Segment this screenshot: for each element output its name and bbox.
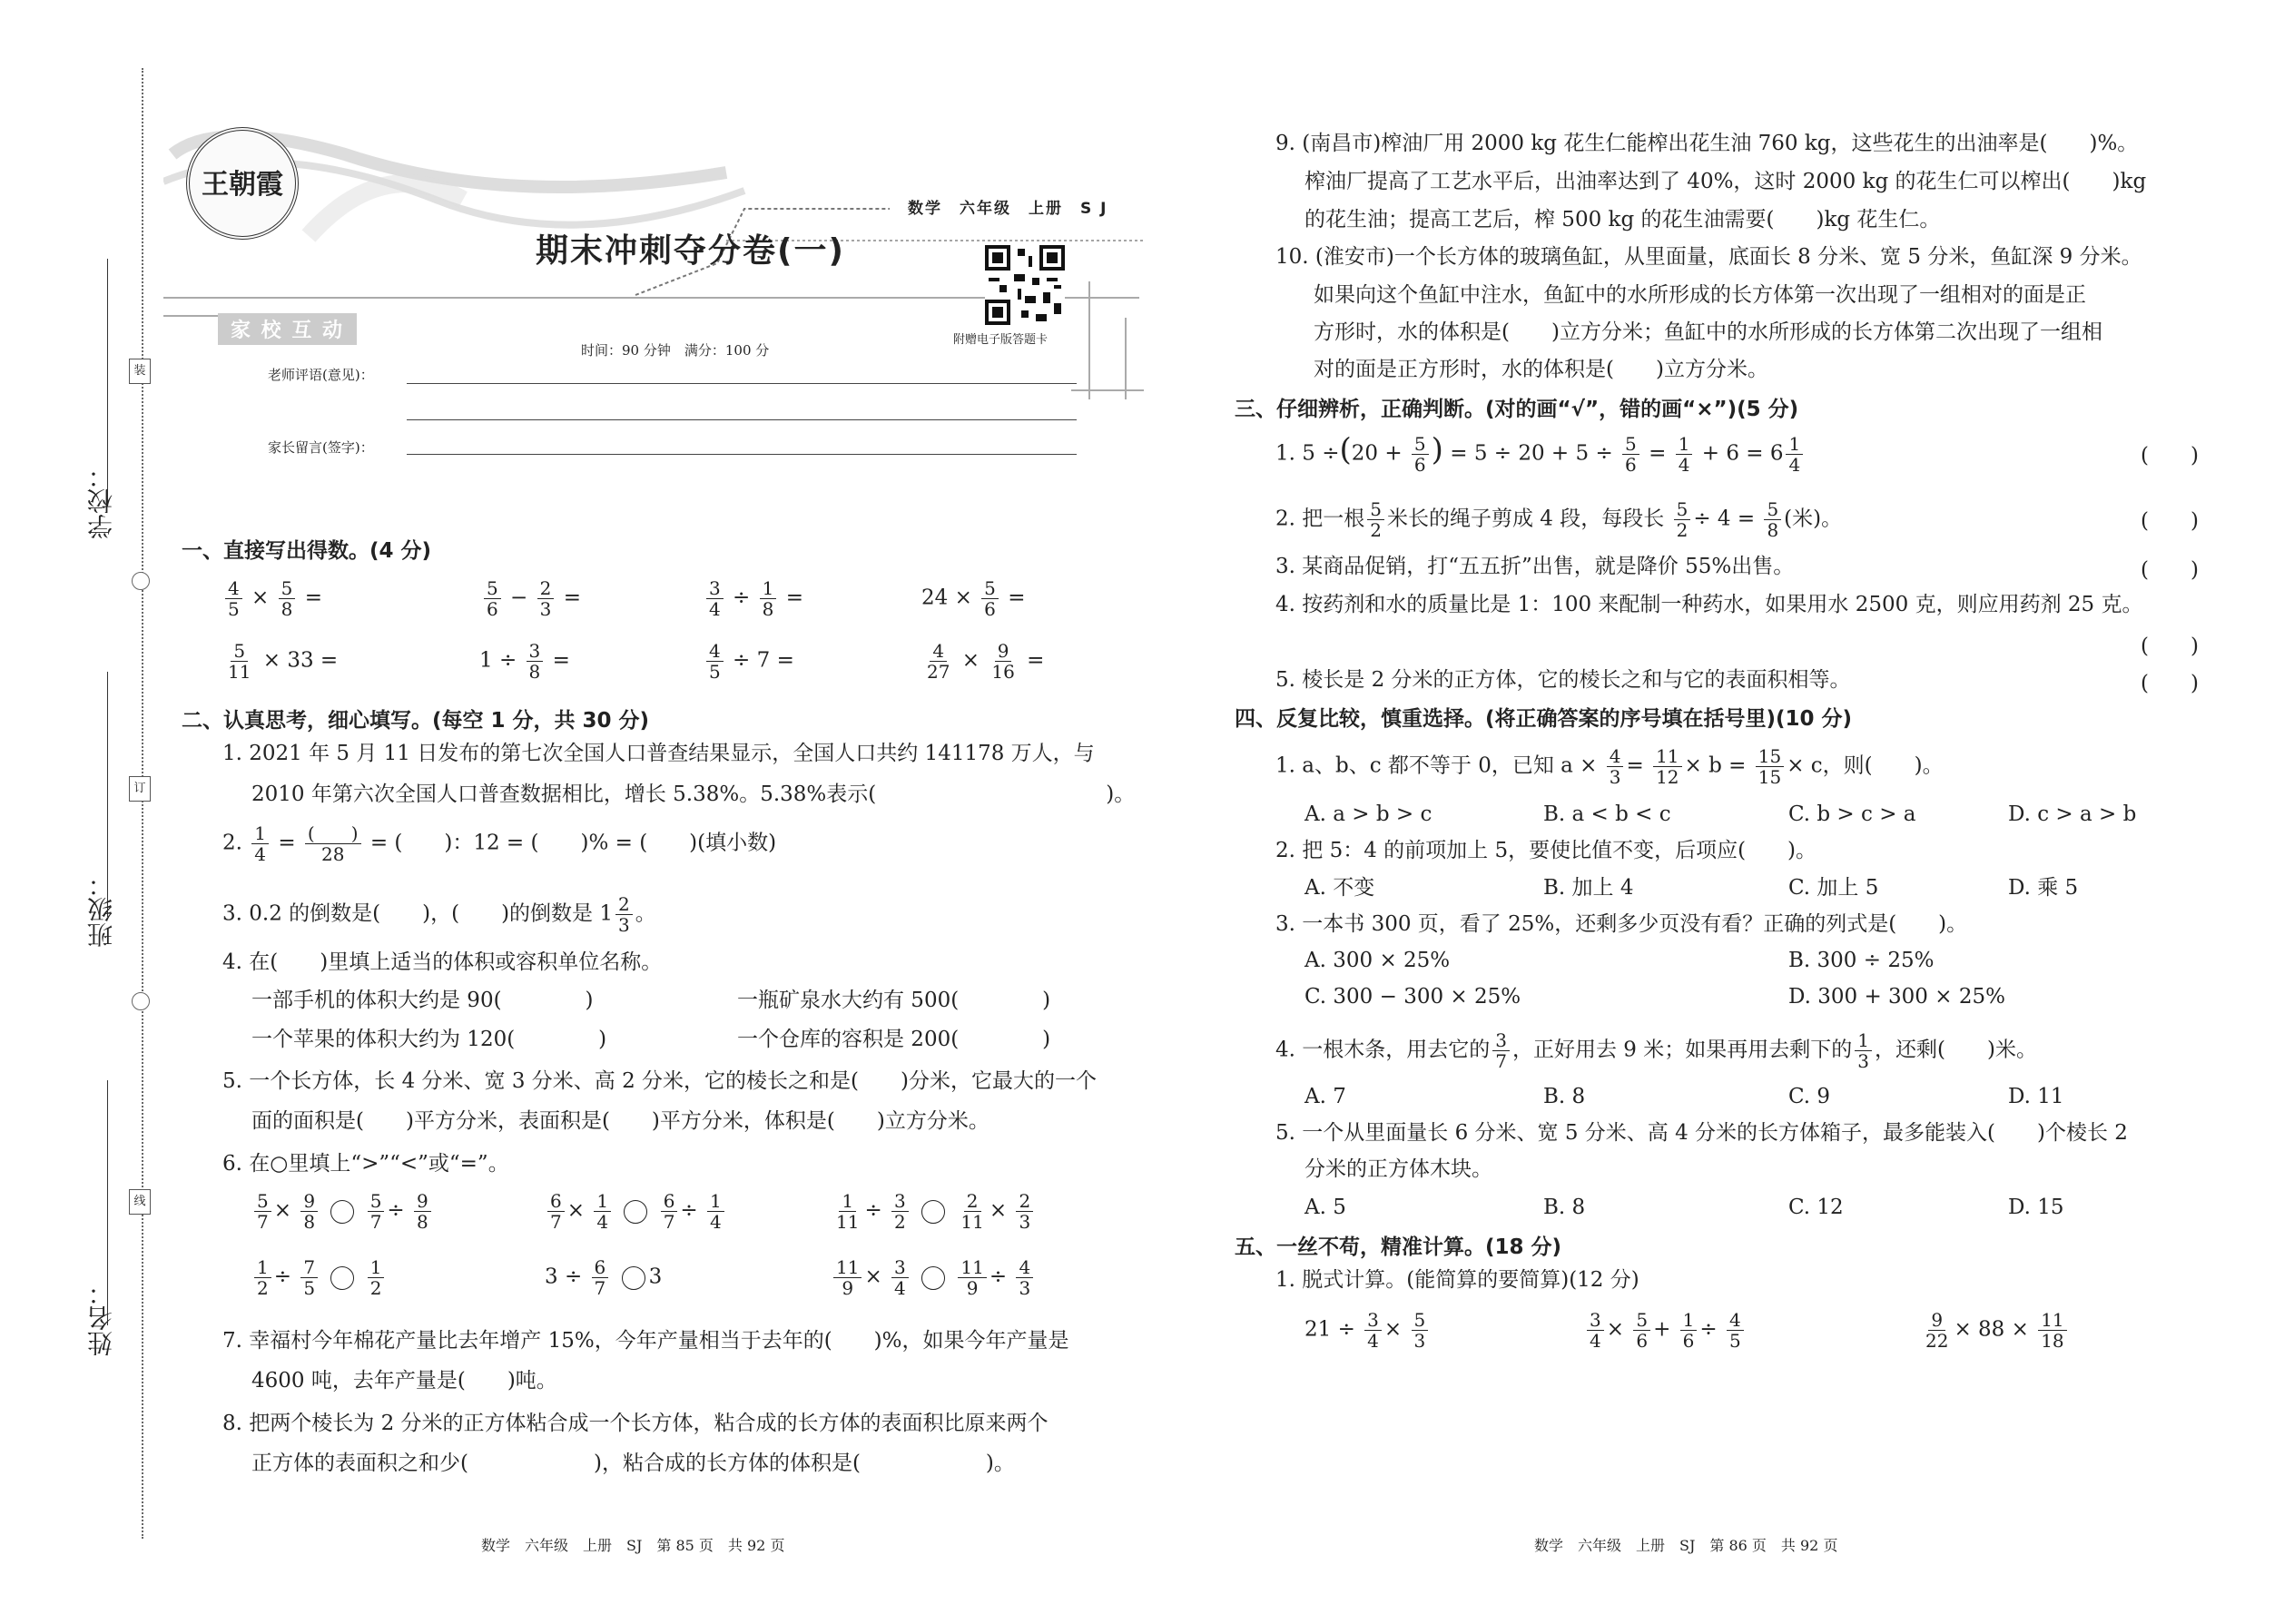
q4-b: 一瓶矿泉水大约有 500( ) (737, 989, 1051, 1012)
section-2-title: 二、认真思考，细心填写。(每空 1 分，共 30 分) (182, 709, 650, 733)
choice-2-option-c[interactable]: C. 加上 5 (1788, 876, 1879, 900)
choice-3-option-b[interactable]: B. 300 ÷ 25% (1788, 949, 1935, 972)
choice-5-option-d[interactable]: D. 15 (2008, 1196, 2064, 1219)
compare-circle[interactable] (330, 1266, 354, 1290)
q1-line-1: 1. 2021 年 5 月 11 日发布的第七次全国人口普查结果显示，全国人口共约 141178 万人，与 (222, 742, 1095, 765)
step-calc-3: $\frac{9}{22}$ × 88 × $\frac{11}{18}$ (1920, 1310, 2070, 1351)
calc-5: $\frac{5}{11}$ × 33 = (228, 640, 339, 683)
teacher-comment-label: 老师评语(意见)： (268, 367, 374, 383)
calc-2: $\frac{5}{6}$ − $\frac{2}{3}$ = (481, 578, 581, 619)
page-title: 期末冲刺夺分卷(一) (536, 232, 845, 270)
footer-right: 数学 六年级 上册 SJ 第 86 页 共 92 页 (1534, 1537, 1838, 1554)
compare-6: $\frac{11}{9}$ × $\frac{3}{4}$ $\frac{11}{9}$ ÷ $\frac{4}{3}$ (831, 1257, 1036, 1298)
q5-line-1: 5. 一个长方体，长 4 分米、宽 3 分米、高 2 分米，它的棱长之和是( )分米，它最大的一个 (222, 1069, 1097, 1093)
footer-left: 数学 六年级 上册 SJ 第 85 页 共 92 页 (481, 1537, 785, 1554)
choice-1-option-a[interactable]: A. a > b > c (1305, 802, 1433, 826)
step-calc-1: 21 ÷ $\frac{3}{4}$ × $\frac{5}{3}$ (1305, 1310, 1431, 1351)
choice-1-option-b[interactable]: B. a < b < c (1543, 802, 1671, 826)
compare-3: $\frac{1}{11}$ ÷ $\frac{3}{2}$ $\frac{2}{11}$ × $\frac{2}{3}$ (831, 1191, 1036, 1232)
qr-code[interactable] (985, 245, 1065, 325)
q10-line-3: 方形时，水的体积是( )立方分米；鱼缸中的水所形成的长方体第二次出现了一组相 (1314, 320, 2102, 344)
choice-4: 4. 一根木条，用去它的 $\frac{3}{7}$ ，正好用去 9 米；如果再用去剩下的 $\frac{1}{3}$ ，还剩( )米。 (1275, 1029, 2037, 1072)
class-label: 班级： (86, 871, 116, 948)
choice-5-option-b[interactable]: B. 8 (1543, 1196, 1586, 1219)
judge-4-answer[interactable]: ( ) (2141, 635, 2199, 658)
compare-2: $\frac{6}{7}$ × $\frac{1}{4}$ $\frac{6}{7}$ ÷ $\frac{1}{4}$ (545, 1191, 727, 1232)
q3: 3. 0.2 的倒数是( )，( )的倒数是 1 $\frac{2}{3}$ 。 (222, 893, 656, 936)
compare-circle[interactable] (624, 1200, 647, 1224)
binding-dotted-line (142, 68, 143, 1539)
judge-5-answer[interactable]: ( ) (2141, 672, 2199, 695)
judge-3-answer[interactable]: ( ) (2141, 558, 2199, 582)
calc-3: $\frac{3}{4}$ ÷ $\frac{1}{8}$ = (704, 578, 803, 619)
choice-4-option-c[interactable]: C. 9 (1788, 1085, 1831, 1108)
section-1-title: 一、直接写出得数。(4 分) (182, 539, 432, 563)
judge-1: 1. 5 ÷(20 + $\frac{5}{6}$ ) = 5 ÷ 20 + 5 ÷ $\frac{5}{6}$ = $\frac{1}{4}$ + 6 = 6 $\frac{1}{4}$ (1275, 434, 1806, 475)
choice-4-option-b[interactable]: B. 8 (1543, 1085, 1586, 1108)
teacher-comment-line-2[interactable] (407, 419, 1077, 420)
choice-1: 1. a、b、c 都不等于 0，已知 a × $\frac{4}{3}$ = $\frac{11}{12}$ × b = $\frac{15}{15}$ × c，则( )。 (1275, 745, 1944, 788)
choice-5-line-2: 分米的正方体木块。 (1305, 1157, 1492, 1181)
calc-part-1: 1. 脱式计算。(能简算的要简算)(12 分) (1275, 1268, 1639, 1292)
qr-caption: 附赠电子版答题卡 (953, 333, 1049, 347)
compare-5: 3 ÷ $\frac{6}{7}$ 3 (545, 1256, 663, 1299)
choice-4-option-a[interactable]: A. 7 (1305, 1085, 1346, 1108)
compare-1: $\frac{5}{7}$ × $\frac{9}{8}$ $\frac{5}{7}$ ÷ $\frac{9}{8}$ (251, 1191, 434, 1232)
choice-1-option-d[interactable]: D. c > a > b (2008, 802, 2137, 826)
choice-1-option-c[interactable]: C. b > c > a (1788, 802, 1916, 826)
judge-5: 5. 棱长是 2 分米的正方体，它的棱长之和与它的表面积相等。 (1275, 668, 1851, 692)
fraction: $\frac{5}{8}$ (279, 578, 296, 619)
choice-2-option-a[interactable]: A. 不变 (1305, 876, 1375, 900)
series-label: 数学 六年级 上册 S J (908, 200, 1108, 218)
q2: 2. $\frac{1}{4}$ = ( ) 28 = ( )：12 = ( )% = ( )(填小数) (222, 822, 777, 865)
fraction: $\frac{4}{5}$ (225, 578, 242, 619)
teacher-comment-line-1[interactable] (407, 383, 1077, 384)
binding-seal-1: 装 (129, 359, 151, 384)
q5-line-2: 面的面积是( )平方分米，表面积是( )平方分米，体积是( )立方分米。 (251, 1109, 989, 1133)
judge-2-answer[interactable]: ( ) (2141, 509, 2199, 533)
q7-line-2: 4600 吨，去年产量是( )吨。 (251, 1369, 557, 1393)
choice-2: 2. 把 5：4 的前项加上 5，要使比值不变，后项应( )。 (1275, 839, 1817, 862)
section-3-title: 三、仔细辨析，正确判断。(对的画“√”，错的画“×”)(5 分) (1235, 398, 1799, 421)
q8-line-2: 正方体的表面积之和少( )，粘合成的长方体的体积是( )。 (251, 1452, 1015, 1475)
q4-a: 一部手机的体积大约是 90( ) (251, 989, 594, 1012)
calc-7: $\frac{4}{5}$ ÷ 7 = (704, 641, 794, 682)
q1-line-2: 2010 年第六次全国人口普查数据相比，增长 5.38%。5.38%表示( )。 (251, 782, 1136, 806)
choice-2-option-b[interactable]: B. 加上 4 (1543, 876, 1634, 900)
judge-3: 3. 某商品促销，打“五五折”出售，就是降价 55%出售。 (1275, 555, 1795, 578)
judge-1-answer[interactable]: ( ) (2141, 444, 2199, 468)
home-school-banner: 家 校 互 动 (218, 313, 357, 345)
binding-hole-2 (132, 992, 150, 1010)
section-5-title: 五、一丝不苟，精准计算。(18 分) (1235, 1235, 1562, 1259)
calc-1: $\frac{4}{5}$ × $\frac{5}{8}$ = (222, 578, 322, 619)
compare-circle[interactable] (330, 1200, 354, 1224)
choice-5-line-1: 5. 一个从里面量长 6 分米、宽 5 分米、高 4 分米的长方体箱子，最多能装入( )个棱长 2 (1275, 1121, 2128, 1145)
q9-line-3: 的花生油；提高工艺后，榨 500 kg 的花生油需要( )kg 花生仁。 (1305, 208, 1941, 231)
q7-line-1: 7. 幸福村今年棉花产量比去年增产 15%，今年产量相当于去年的( )%，如果今年产量是 (222, 1329, 1069, 1353)
binding-seal-2: 订 (129, 776, 151, 802)
q4-d: 一个仓库的容积是 200( ) (737, 1028, 1051, 1051)
compare-circle[interactable] (921, 1200, 945, 1224)
q8-line-1: 8. 把两个棱长为 2 分米的正方体粘合成一个长方体，粘合成的长方体的表面积比原来两个 (222, 1412, 1049, 1435)
q9-line-1: 9. (南昌市)榨油厂用 2000 kg 花生仁能榨出花生油 760 kg，这些花生的出油率是( )%。 (1275, 132, 2139, 155)
calc-6: 1 ÷ $\frac{3}{8}$ = (479, 640, 570, 683)
q10-line-2: 如果向这个鱼缸中注水，鱼缸中的水所形成的长方体第一次出现了一组相对的面是正 (1314, 283, 2086, 307)
calc-4: 24 × $\frac{5}{6}$ = (921, 577, 1026, 620)
school-label: 学校： (86, 463, 116, 539)
brand-logo (186, 127, 299, 240)
choice-5-option-c[interactable]: C. 12 (1788, 1196, 1844, 1219)
q4: 4. 在( )里填上适当的体积或容积单位名称。 (222, 950, 663, 974)
q6: 6. 在○里填上“>”“<”或“=”。 (222, 1152, 509, 1176)
judge-4: 4. 按药剂和水的质量比是 1：100 来配制一种药水，如果用水 2500 克，则应用药剂 25 克。 (1275, 593, 2143, 616)
choice-5-option-a[interactable]: A. 5 (1305, 1196, 1346, 1219)
compare-circle[interactable] (622, 1266, 645, 1290)
step-calc-2: $\frac{3}{4}$ × $\frac{5}{6}$ + $\frac{1}{6}$ ÷ $\frac{4}{5}$ (1584, 1310, 1747, 1351)
choice-3-option-d[interactable]: D. 300 + 300 × 25% (1788, 985, 2005, 1009)
brand-logo-text: 王朝霞 (202, 169, 283, 201)
calc-8: $\frac{4}{27}$ × $\frac{9}{16}$ = (927, 640, 1045, 683)
q10-line-4: 对的面是正方形时，水的体积是( )立方分米。 (1314, 358, 1768, 381)
choice-3: 3. 一本书 300 页，看了 25%，还剩多少页没有看？正确的列式是( )。 (1275, 912, 1968, 936)
name-label: 姓名： (86, 1280, 116, 1356)
choice-4-option-d[interactable]: D. 11 (2008, 1085, 2064, 1108)
choice-3-option-a[interactable]: A. 300 × 25% (1305, 949, 1451, 972)
binding-hole-1 (132, 572, 150, 590)
binding-seal-3: 线 (129, 1189, 151, 1215)
judge-2: 2. 把一根 $\frac{5}{2}$ 米长的绳子剪成 4 段，每段长 $\frac{5}{2}$ ÷ 4 = $\frac{5}{8}$ (米)。 (1275, 498, 1843, 541)
parent-comment-label: 家长留言(签字)： (268, 439, 374, 456)
compare-circle[interactable] (921, 1266, 945, 1290)
compare-4: $\frac{1}{2}$ ÷ $\frac{7}{5}$ $\frac{1}{2}$ (251, 1257, 387, 1298)
section-4-title: 四、反复比较，慎重选择。(将正确答案的序号填在括号里)(10 分) (1235, 707, 1853, 731)
q9-line-2: 榨油厂提高了工艺水平后，出油率达到了 40%，这时 2000 kg 的花生仁可以榨出( )kg (1305, 170, 2147, 193)
parent-comment-line[interactable] (407, 454, 1077, 455)
choice-3-option-c[interactable]: C. 300 − 300 × 25% (1305, 985, 1521, 1009)
q4-c: 一个苹果的体积大约为 120( ) (251, 1028, 607, 1051)
choice-2-option-d[interactable]: D. 乘 5 (2008, 876, 2079, 900)
time-info: 时间：90 分钟 满分：100 分 (581, 342, 770, 359)
q10-line-1: 10. (淮安市)一个长方体的玻璃鱼缸，从里面量，底面长 8 分米、宽 5 分米，鱼缸深 9 分米。 (1275, 245, 2142, 269)
